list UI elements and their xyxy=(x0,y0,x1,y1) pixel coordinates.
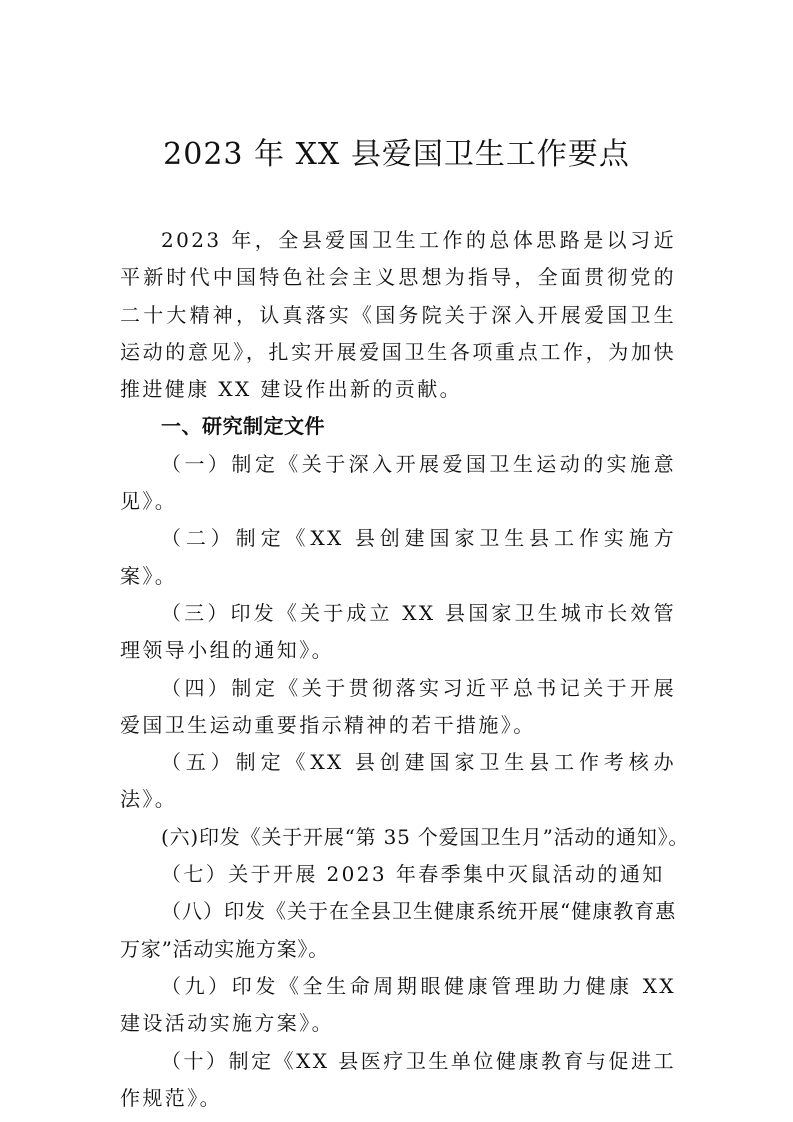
list-item: （三）印发《关于成立 XX 县国家卫生城市长效管理领导小组的通知》。 xyxy=(120,600,676,663)
section-heading: 一、研究制定文件 xyxy=(161,414,325,439)
list-item: （五）制定《XX 县创建国家卫生县工作考核办法》。 xyxy=(120,750,676,812)
list-item: （二）制定《XX 县创建国家卫生县工作实施方案》。 xyxy=(120,526,676,588)
list-item: （七）关于开展 2023 年春季集中灭鼠活动的通知 xyxy=(161,862,665,887)
list-item: (六)印发《关于开展“第 35 个爱国卫生月”活动的通知》。 xyxy=(161,824,690,849)
list-item: （十）制定《XX 县医疗卫生单位健康教育与促进工作规范》。 xyxy=(120,1048,676,1110)
intro-paragraph: 2023 年，全县爱国卫生工作的总体思路是以习近平新时代中国特色社会主义思想为指导，全面贯彻党的二十大精神，认真落实《国务院关于深入开展爱国卫生运动的意见》，扎实开展爱国卫生各项重点工作，为加快推进健康 XX 建设作出新的贡献。 xyxy=(120,228,676,402)
list-item: （九）印发《全生命周期眼健康管理助力健康 XX 建设活动实施方案》。 xyxy=(120,973,676,1036)
list-item: （四）制定《关于贯彻落实习近平总书记关于开展爱国卫生运动重要指示精神的若干措施》。 xyxy=(120,675,676,737)
list-item: （一）制定《关于深入开展爱国卫生运动的实施意见》。 xyxy=(120,451,676,514)
document-body xyxy=(120,222,690,1117)
document-title: 2023 年 XX 县爱国卫生工作要点 xyxy=(163,137,630,172)
list-item: （八）印发《关于在全县卫生健康系统开展“健康教育惠万家”活动实施方案》。 xyxy=(120,899,676,961)
